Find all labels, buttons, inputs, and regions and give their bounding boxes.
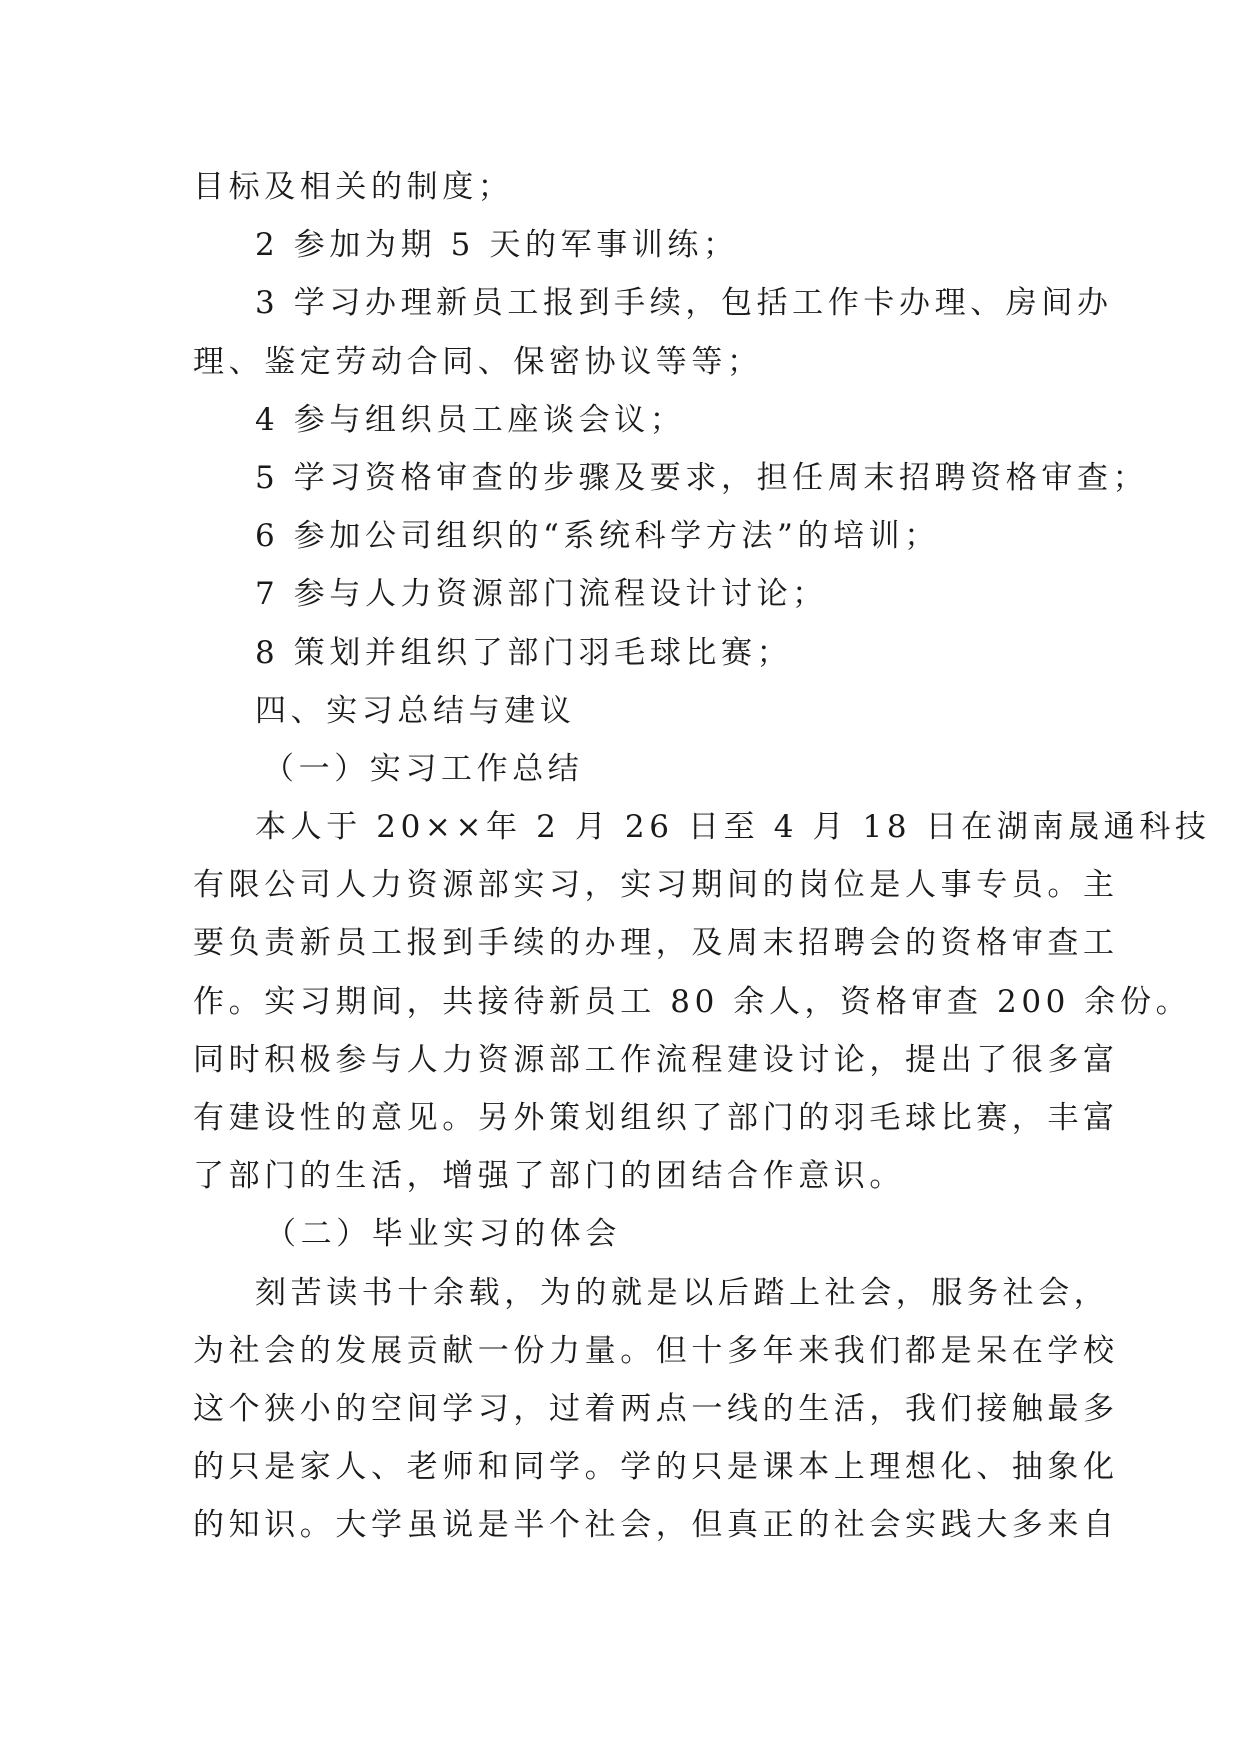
paragraph-line: 有建设性的意见。另外策划组织了部门的羽毛球比赛，丰富 — [193, 1100, 1119, 1136]
paragraph-line: 同时积极参与人力资源部工作流程建设讨论，提出了很多富 — [193, 1041, 1119, 1078]
paragraph-line: 为社会的发展贡献一份力量。但十多年来我们都是呆在学校 — [193, 1332, 1119, 1369]
paragraph-line: 本人于 20××年 2 月 26 日至 4 月 18 日在湖南晟通科技 — [255, 809, 1211, 846]
text-line: 理、鉴定劳动合同、保密协议等等； — [193, 343, 763, 380]
paragraph-line: 了部门的生活，增强了部门的团结合作意识。 — [193, 1158, 905, 1195]
paragraph-line: 要负责新员工报到手续的办理，及周末招聘会的资格审查工 — [193, 925, 1119, 962]
paragraph-line: 这个狭小的空间学习，过着两点一线的生活，我们接触最多 — [193, 1390, 1119, 1427]
list-item: 5 学习资格审查的步骤及要求，担任周末招聘资格审查； — [255, 459, 1149, 496]
document-body — [193, 158, 1211, 1555]
list-item: 7 参与人力资源部门流程设计讨论； — [255, 576, 828, 613]
subsection-heading: （二）毕业实习的体会 — [265, 1216, 621, 1253]
list-item: 3 学习办理新员工报到手续，包括工作卡办理、房间办 — [255, 285, 1113, 322]
text-line: 目标及相关的制度； — [193, 169, 514, 205]
paragraph-line: 刻苦读书十余载，为的就是以后踏上社会，服务社会， — [255, 1274, 1110, 1311]
paragraph-line: 的知识。大学虽说是半个社会，但真正的社会实践大多来自 — [193, 1507, 1119, 1544]
section-heading: 四、实习总结与建议 — [255, 692, 576, 729]
list-item: 2 参加为期 5 天的军事训练； — [255, 227, 739, 264]
list-item: 8 策划并组织了部门羽毛球比赛； — [255, 634, 793, 671]
list-item: 6 参加公司组织的“系统科学方法”的培训； — [255, 518, 940, 555]
paragraph-line: 有限公司人力资源部实习，实习期间的岗位是人事专员。主 — [193, 867, 1119, 904]
subsection-heading: （一）实习工作总结 — [263, 750, 584, 787]
list-item: 4 参与组织员工座谈会议； — [255, 401, 686, 438]
paragraph-line: 作。实习期间，共接待新员工 80 余人，资格审查 200 余份。 — [193, 983, 1192, 1020]
paragraph-line: 的只是家人、老师和同学。学的只是课本上理想化、抽象化 — [193, 1449, 1119, 1486]
